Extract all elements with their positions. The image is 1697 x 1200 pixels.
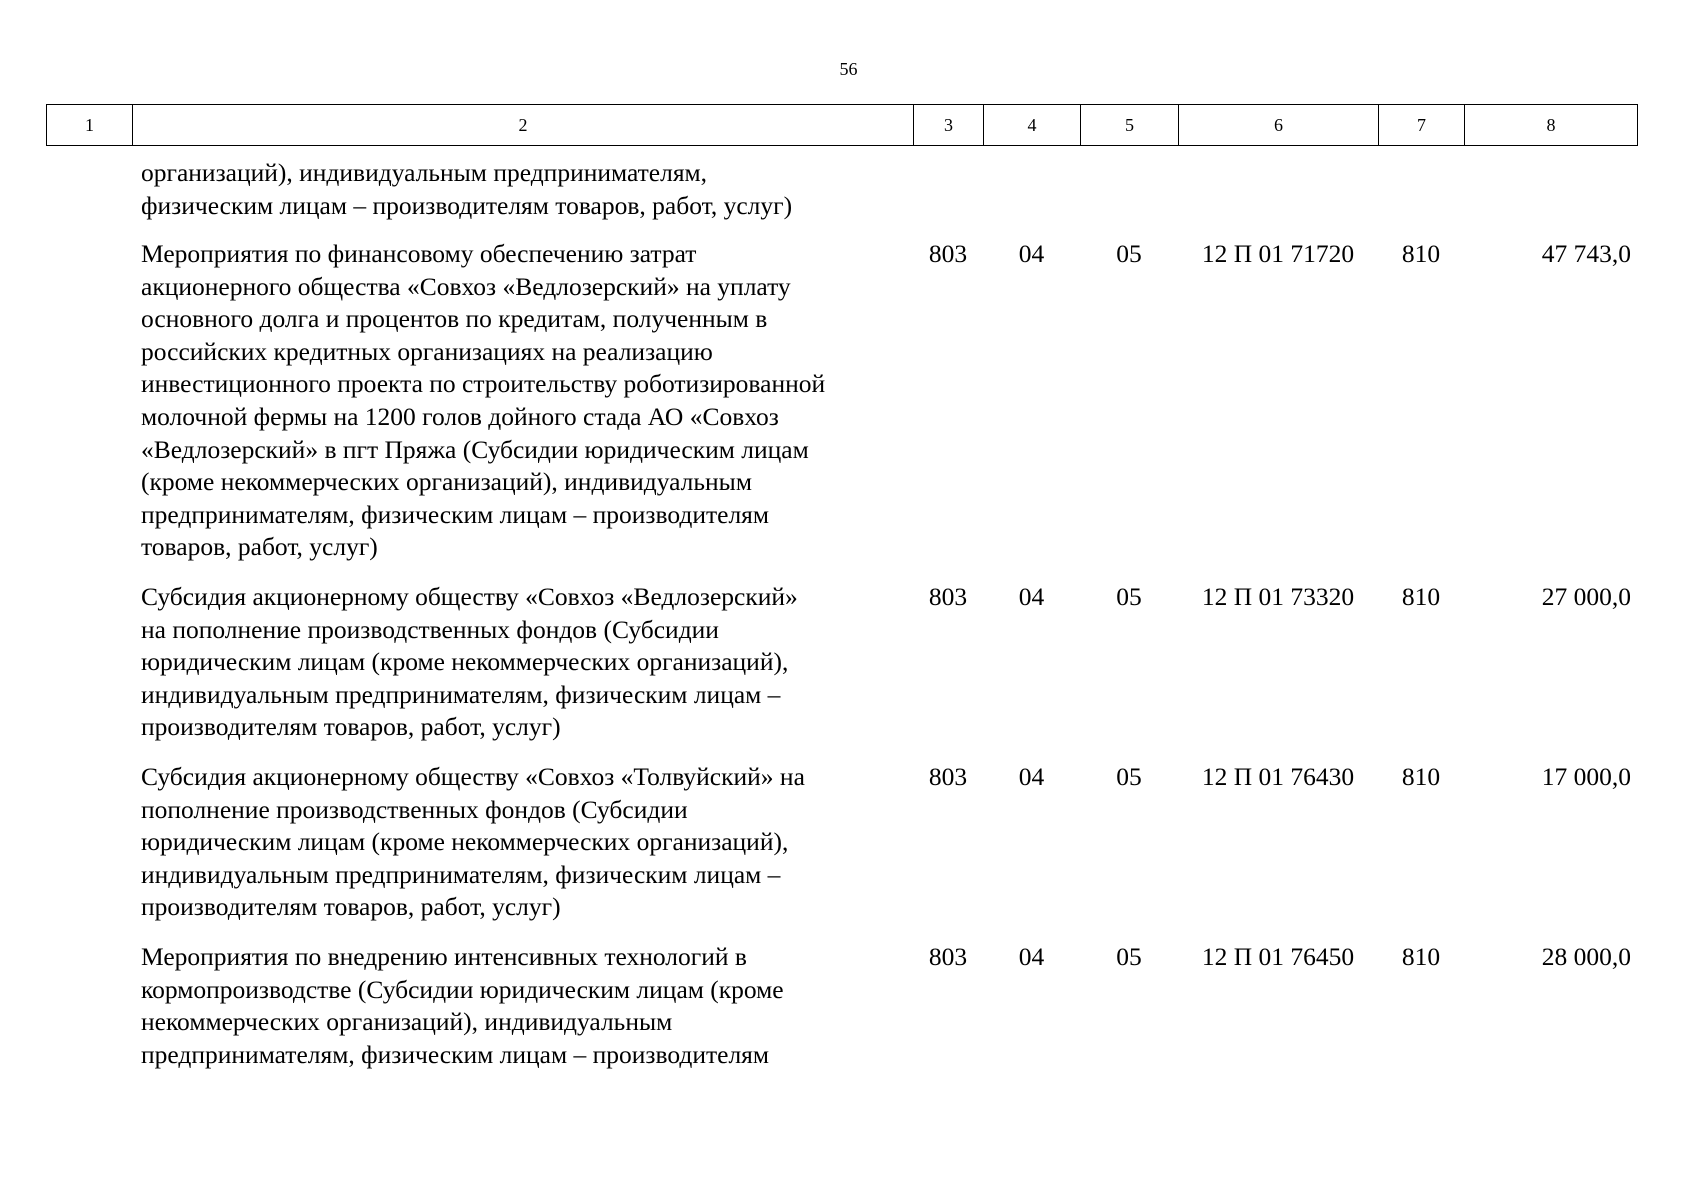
expense-type-code: 810: [1401, 239, 1441, 268]
subsection-code: 05: [1116, 762, 1142, 791]
ministry-code: 803: [928, 942, 968, 971]
description-line: юридическим лицам (кроме некоммерческих организаций),: [141, 647, 789, 677]
column-header-5: 5: [1081, 105, 1179, 146]
column-header-6: 6: [1179, 105, 1379, 146]
expense-type-code: 810: [1401, 582, 1441, 611]
description-line: пополнение производственных фондов (Субсидии: [141, 794, 688, 824]
subsection-code: 05: [1116, 239, 1142, 268]
subsection-code: 05: [1116, 942, 1142, 971]
ministry-code: 803: [928, 762, 968, 791]
continuation-description: [141, 157, 921, 222]
column-header-7: 7: [1379, 105, 1465, 146]
description-line: Мероприятия по финансовому обеспечению затрат: [141, 239, 697, 268]
amount: 47 743,0: [1541, 239, 1631, 268]
column-header-2: 2: [133, 105, 914, 146]
column-header-4: 4: [984, 105, 1081, 146]
description-line: предпринимателям, физическим лицам – производителям: [141, 499, 770, 529]
row-description: [141, 581, 921, 744]
amount: 27 000,0: [1541, 582, 1631, 611]
description-line: акционерного общества «Совхоз «Ведлозерский» на уплату: [141, 271, 791, 301]
expense-type-code: 810: [1401, 762, 1441, 791]
target-article-code: 12 П 01 76450: [1201, 942, 1355, 971]
target-article-code: 12 П 01 73320: [1201, 582, 1355, 611]
description-line: индивидуальным предпринимателям, физическим лицам –: [141, 859, 781, 889]
ministry-code: 803: [928, 582, 968, 611]
amount: 17 000,0: [1541, 762, 1631, 791]
target-article-code: 12 П 01 71720: [1201, 239, 1355, 268]
description-line: товаров, работ, услуг): [141, 532, 378, 562]
description-line: основного долга и процентов по кредитам, полученным в: [141, 304, 768, 334]
ministry-code: 803: [928, 239, 968, 268]
section-code: 04: [1018, 239, 1045, 268]
description-line: (кроме некоммерческих организаций), индивидуальным: [141, 467, 752, 497]
description-line: индивидуальным предпринимателям, физическим лицам –: [141, 679, 781, 709]
description-line: на пополнение производственных фондов (Субсидии: [141, 614, 719, 644]
description-line: Мероприятия по внедрению интенсивных технологий в: [141, 942, 747, 971]
section-code: 04: [1018, 762, 1045, 791]
description-line: «Ведлозерский» в пгт Пряжа (Субсидии юридическим лицам: [141, 434, 809, 464]
description-line: кормопроизводстве (Субсидии юридическим лицам (кроме: [141, 974, 784, 1004]
column-header-1: 1: [47, 105, 133, 146]
expense-type-code: 810: [1401, 942, 1441, 971]
column-header-8: 8: [1465, 105, 1638, 146]
description-line: молочной фермы на 1200 голов дойного стада АО «Совхоз: [141, 401, 779, 431]
description-line: предпринимателям, физическим лицам – производителям: [141, 1039, 770, 1069]
description-line: производителям товаров, работ, услуг): [141, 712, 561, 742]
section-code: 04: [1018, 582, 1045, 611]
description-line: Субсидия акционерному обществу «Совхоз «Толвуйский» на: [141, 762, 805, 791]
subsection-code: 05: [1116, 582, 1142, 611]
description-line: инвестиционного проекта по строительству роботизированной: [141, 369, 826, 399]
description-line: производителям товаров, работ, услуг): [141, 892, 561, 922]
description-line: юридическим лицам (кроме некоммерческих организаций),: [141, 827, 789, 857]
amount: 28 000,0: [1541, 942, 1631, 971]
row-description: [141, 761, 921, 924]
description-line: российских кредитных организациях на реализацию: [141, 336, 713, 366]
page-number: 56: [839, 59, 858, 79]
target-article-code: 12 П 01 76430: [1201, 762, 1355, 791]
description-line: организаций), индивидуальным предпринимателям,: [141, 158, 708, 187]
table-header: [46, 104, 1638, 146]
column-header-3: 3: [914, 105, 984, 146]
row-description: [141, 941, 921, 1071]
row-description: [141, 238, 921, 564]
description-line: физическим лицам – производителям товаров, работ, услуг): [141, 190, 793, 220]
section-code: 04: [1018, 942, 1045, 971]
description-line: Субсидия акционерному обществу «Совхоз «Ведлозерский»: [141, 582, 798, 611]
description-line: некоммерческих организаций), индивидуальным: [141, 1007, 673, 1037]
